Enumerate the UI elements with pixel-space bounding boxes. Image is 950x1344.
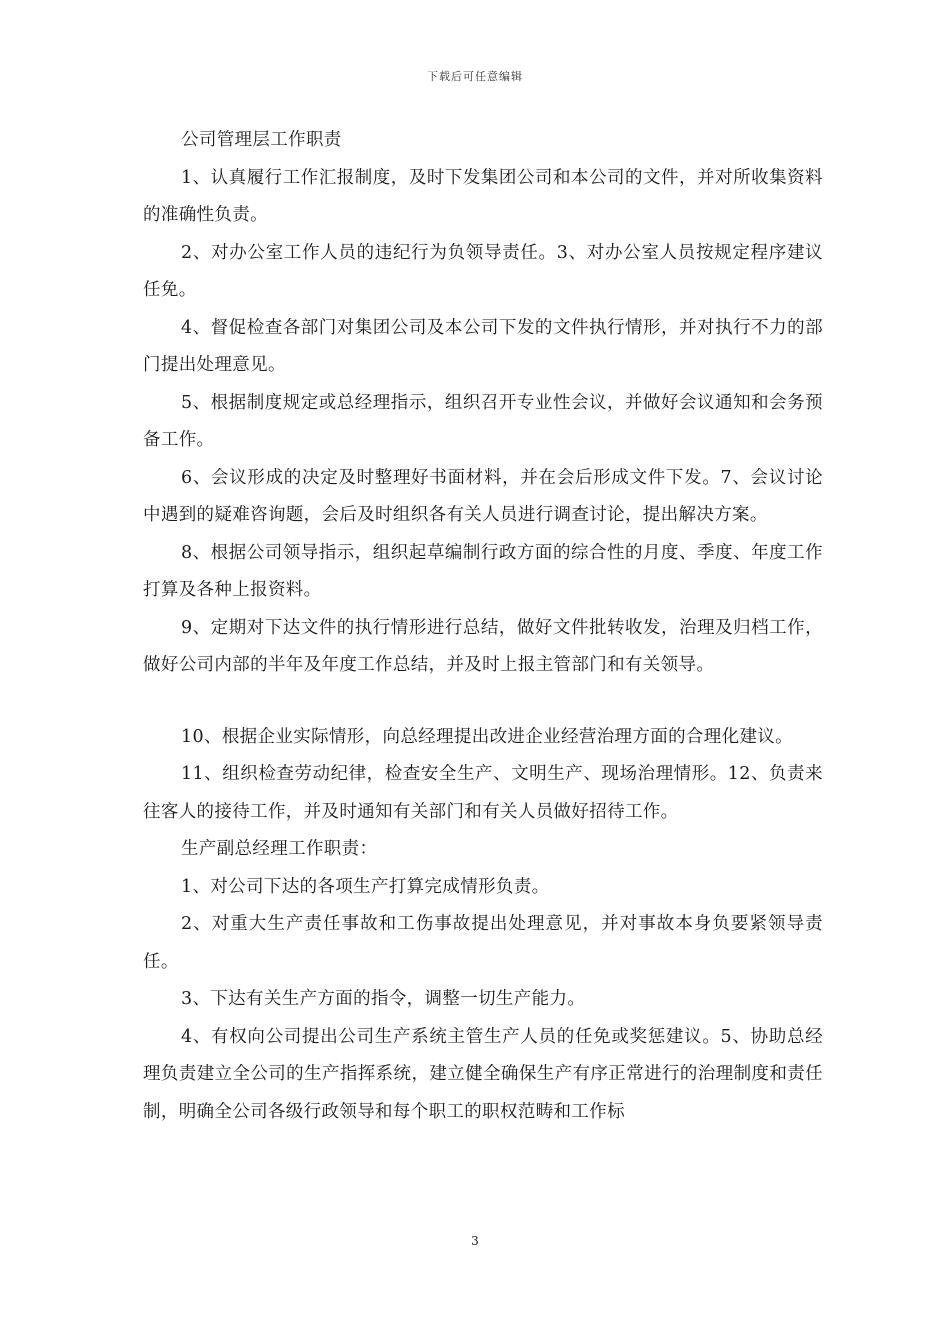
paragraph: 1、认真履行工作汇报制度，及时下发集团公司和本公司的文件，并对所收集资料的准确性负责。 <box>143 167 823 225</box>
paragraph: 2、对办公室工作人员的违纪行为负领导责任。3、对办公室人员按规定程序建议任免。 <box>143 242 823 300</box>
document-body <box>143 122 823 1131</box>
paragraph: 6、会议形成的决定及时整理好书面材料，并在会后形成文件下发。7、会议讨论中遇到的疑难咨询题，会后及时组织各有关人员进行调查讨论，提出解决方案。 <box>143 467 823 525</box>
paragraph: 5、根据制度规定或总经理指示，组织召开专业性会议，并做好会议通知和会务预备工作。 <box>143 392 823 450</box>
paragraph: 4、督促检查各部门对集团公司及本公司下发的文件执行情形，并对执行不力的部门提出处理意见。 <box>143 317 823 375</box>
paragraph: 4、有权向公司提出公司生产系统主管生产人员的任免或奖惩建议。5、协助总经理负责建立全公司的生产指挥系统，建立健全确保生产有序正常进行的治理制度和责任制，明确全公司各级行政领导和每个职工的职权范畴和工作标 <box>143 1026 823 1122</box>
paragraph: 2、对重大生产责任事故和工伤事故提出处理意见，并对事故本身负要紧领导责任。 <box>143 914 823 972</box>
paragraph: 9、定期对下达文件的执行情形进行总结，做好文件批转收发，治理及归档工作，做好公司内部的半年及年度工作总结，并及时上报主管部门和有关领导。 <box>143 617 823 675</box>
paragraph: 10、根据企业实际情形，向总经理提出改进企业经营治理方面的合理化建议。 <box>181 726 794 747</box>
paragraph: 3、下达有关生产方面的指令，调整一切生产能力。 <box>181 989 586 1009</box>
page-number: 3 <box>471 1234 479 1248</box>
section-title-production: 生产副总经理工作职责： <box>181 839 378 859</box>
section-title-management: 公司管理层工作职责 <box>181 130 342 150</box>
paragraph: 11、组织检查劳动纪律，检查安全生产、文明生产、现场治理情形。12、负责来往客人的接待工作，并及时通知有关部门和有关人员做好招待工作。 <box>143 764 823 822</box>
paragraph: 8、根据公司领导指示，组织起草编制行政方面的综合性的月度、季度、年度工作打算及各种上报资料。 <box>143 542 823 600</box>
page-header: 下载后可任意编辑 <box>427 70 523 83</box>
paragraph: 1、对公司下达的各项生产打算完成情形负责。 <box>181 876 550 897</box>
